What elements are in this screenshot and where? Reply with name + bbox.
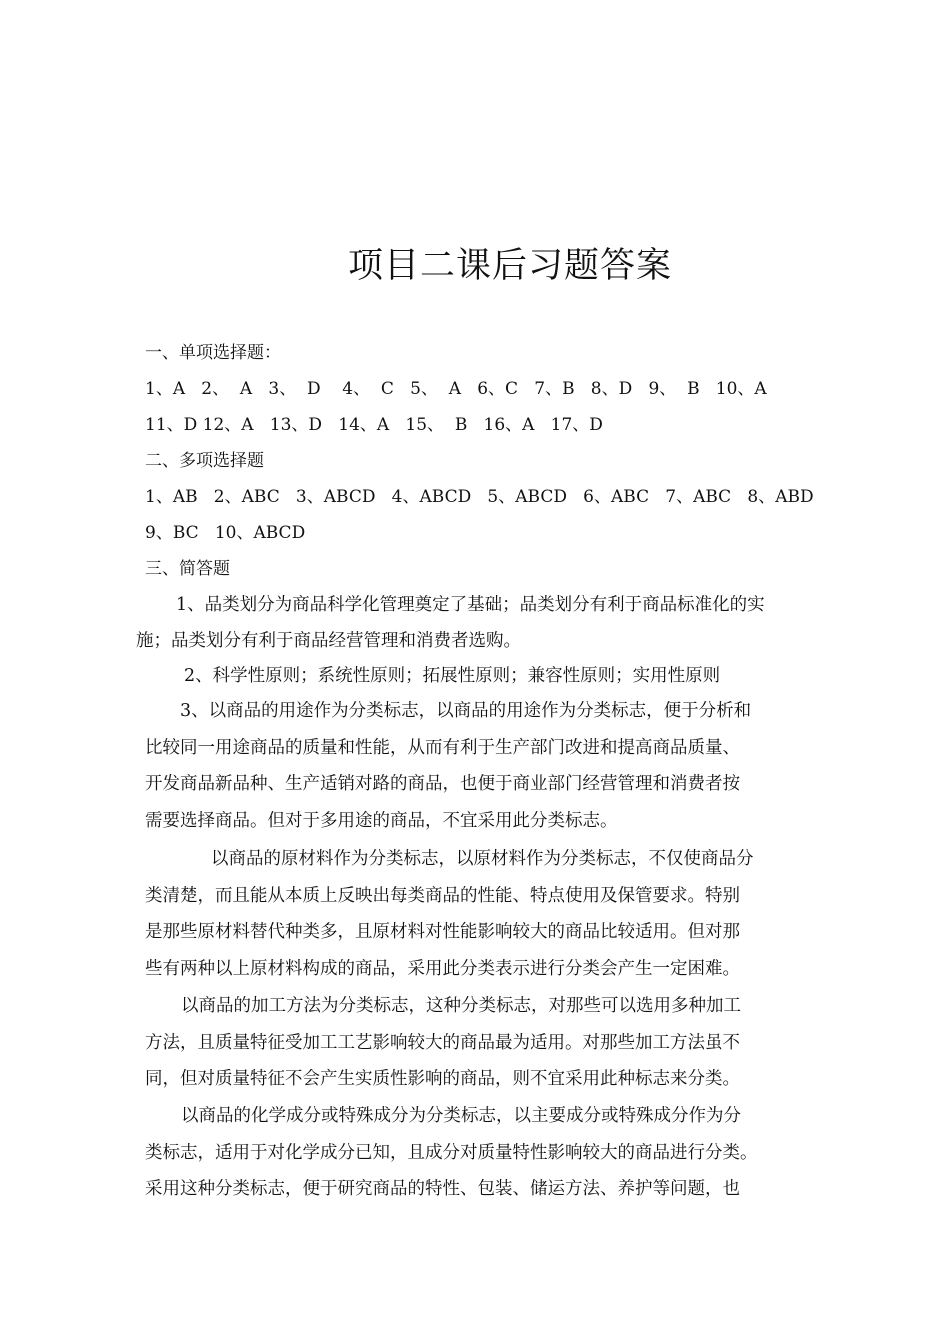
paragraph-line: 开发商品新品种、生产适销对路的商品，也便于商业部门经营管理和消费者按 [145, 774, 740, 795]
answer-3-paragraph-4 [145, 1098, 758, 1208]
page-title: 项目二课后习题答案 [347, 246, 672, 286]
paragraph-line: 采用这种分类标志，便于研究商品的特性、包装、储运方法、养护等问题，也 [145, 1179, 740, 1200]
answer-3-paragraph-3 [145, 988, 741, 1098]
multi-choice-answers-row-2: 9、BC 10、ABCD [145, 523, 306, 543]
single-choice-answers-row-2: 11、D 12、A 13、D 14、A 15、 B 16、A 17、D [145, 415, 603, 435]
paragraph-line: 以商品的原材料作为分类标志，以原材料作为分类标志，不仅使商品分 [211, 849, 754, 869]
multi-choice-answers-row-1: 1、AB 2、ABC 3、ABCD 4、ABCD 5、ABCD 6、ABC 7、ABC 8、ABD [145, 487, 814, 507]
paragraph-line: 些有两种以上原材料构成的商品，采用此分类表示进行分类会产生一定困难。 [145, 958, 740, 979]
paragraph-line: 同，但对质量特征不会产生实质性影响的商品，则不宜采用此种标志来分类。 [145, 1069, 740, 1090]
paragraph-line: 以商品的加工方法为分类标志，这种分类标志，对那些可以选用多种加工 [181, 996, 741, 1016]
paragraph-line: 比较同一用途商品的质量和性能，从而有利于生产部门改进和提高商品质量、 [145, 737, 740, 758]
single-choice-answers-row-1: 1、A 2、 A 3、 D 4、 C 5、 A 6、C 7、B 8、D 9、 B 10、A [145, 379, 767, 399]
paragraph-line: 方法，且质量特征受加工工艺影响较大的商品最为适用。对那些加工方法虽不 [145, 1032, 740, 1053]
answer-3-paragraph-1 [145, 693, 751, 839]
paragraph-line: 类清楚，而且能从本质上反映出每类商品的性能、特点使用及保管要求。特别 [145, 885, 740, 906]
section-heading-short-answer: 三、简答题 [145, 559, 230, 579]
answer-2: 2、科学性原则；系统性原则；拓展性原则；兼容性原则；实用性原则 [184, 666, 721, 686]
paragraph-line: 3、以商品的用途作为分类标志，以商品的用途作为分类标志，便于分析和 [180, 701, 752, 721]
paragraph-line: 是那些原材料替代种类多，且原材料对性能影响较大的商品比较适用。但对那 [145, 922, 740, 943]
section-heading-single-choice: 一、单项选择题： [145, 343, 281, 363]
paragraph-line: 需要选择商品。但对于多用途的商品，不宜采用此分类标志。 [145, 810, 618, 831]
answer-1-line-2: 施；品类划分有利于商品经营管理和消费者选购。 [136, 631, 521, 651]
paragraph-line: 以商品的化学成分或特殊成分为分类标志，以主要成分或特殊成分作为分 [181, 1106, 741, 1126]
section-heading-multi-choice: 二、多项选择题 [145, 451, 264, 471]
answer-1-line-1: 1、品类划分为商品科学化管理奠定了基础；品类划分有利于商品标准化的实 [176, 595, 765, 615]
paragraph-line: 类标志，适用于对化学成分已知，且成分对质量特性影响较大的商品进行分类。 [145, 1142, 758, 1163]
answer-3-paragraph-2 [145, 841, 754, 987]
